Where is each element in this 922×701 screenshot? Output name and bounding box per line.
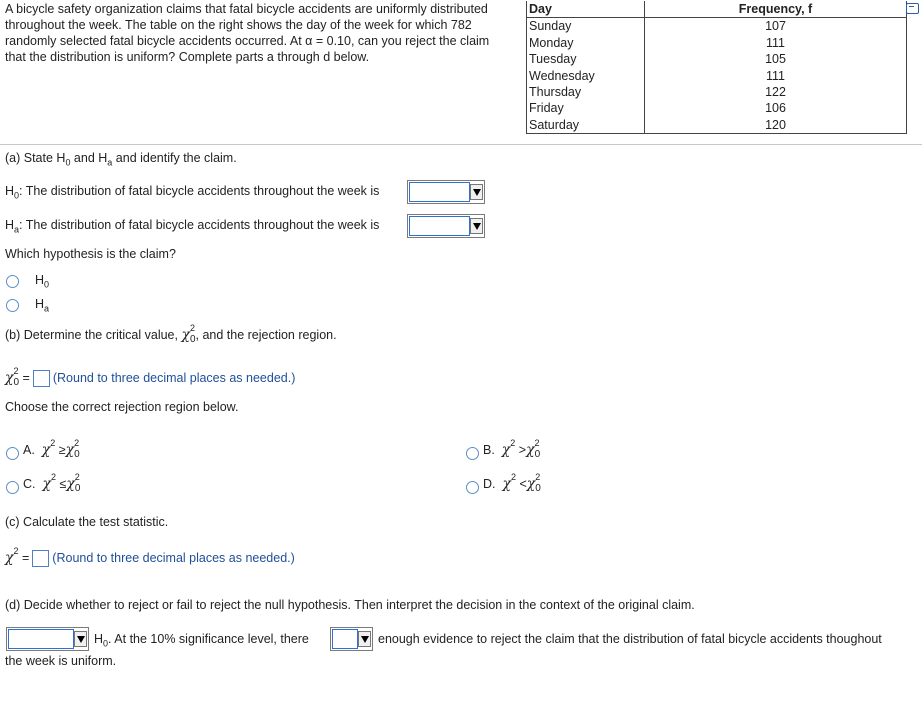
table-row: Saturday 120: [527, 117, 907, 134]
part-c-heading: (c) Calculate the test statistic.: [5, 515, 169, 529]
chevron-down-icon: [358, 631, 371, 647]
radio-option-c[interactable]: [6, 481, 19, 494]
interpretation-text: enough evidence to reject the claim that the distribution of fatal bicycle accidents thoughout: [378, 632, 882, 646]
radio-option-d[interactable]: [466, 481, 479, 494]
chevron-down-icon: [470, 218, 483, 234]
h0-dropdown[interactable]: [407, 180, 485, 204]
evidence-dropdown[interactable]: [330, 627, 373, 651]
table-header-frequency: Frequency, f: [645, 1, 907, 18]
critical-value-input[interactable]: [33, 370, 50, 387]
option-b-label: B. $\chi^2 >\chi^2_0$: [483, 438, 541, 460]
table-row: Friday 106: [527, 100, 907, 116]
radio-ha[interactable]: [6, 299, 19, 312]
problem-statement: A bicycle safety organization claims that fatal bicycle accidents are uniformly distributed throughout the week. The table on the right shows the day of the week for which 782 randomly selected fatal bicycle accidents occurred. At α = 0.10, can you reject the claim that the distribution is uniform? Complete parts a through d below.: [5, 2, 490, 64]
table-row: Tuesday 105: [527, 51, 907, 67]
section-divider: [0, 144, 922, 145]
decision-text: $H_0$. At the 10% significance level, there: [94, 632, 309, 649]
table-row: Thursday 122: [527, 84, 907, 100]
radio-h0[interactable]: [6, 275, 19, 288]
part-b-heading: (b) Determine the critical value, $\chi^2_0$, and the rejection region.: [5, 323, 337, 345]
table-row: Wednesday 111: [527, 68, 907, 84]
table-row: Monday 111: [527, 35, 907, 51]
chevron-down-icon: [74, 631, 87, 647]
radio-ha-label: $H_a$: [35, 297, 50, 314]
h0-statement: $H_0$: The distribution of fatal bicycle accidents throughout the week is: [5, 184, 380, 201]
option-d-label: D. $\chi^2 <\chi^2_0$: [483, 472, 541, 494]
decision-dropdown[interactable]: [6, 627, 89, 651]
test-statistic-entry: $\chi^2$ = (Round to three decimal places as needed.): [5, 546, 295, 566]
radio-option-a[interactable]: [6, 447, 19, 460]
part-d-heading: (d) Decide whether to reject or fail to reject the null hypothesis. Then interpret the decision in the context of the original claim.: [5, 598, 695, 612]
interpretation-text-cont: the week is uniform.: [5, 654, 117, 668]
table-header-day: Day: [527, 1, 645, 18]
radio-option-b[interactable]: [466, 447, 479, 460]
radio-h0-label: $H_0$: [35, 273, 50, 290]
ha-statement: $H_a$: The distribution of fatal bicycle accidents throughout the week is: [5, 218, 380, 235]
table-row: Sunday 107: [527, 18, 907, 35]
claim-question: Which hypothesis is the claim?: [5, 247, 176, 261]
ha-dropdown[interactable]: [407, 214, 485, 238]
option-c-label: C. $\chi^2 \le\chi^2_0$: [23, 472, 81, 494]
critical-value-entry: $\chi^2_0$ = (Round to three decimal places as needed.): [5, 366, 296, 388]
popout-icon[interactable]: [906, 3, 919, 14]
rejection-region-prompt: Choose the correct rejection region below.: [5, 400, 239, 414]
part-a-heading: (a) State $H_0$ and $H_a$ and identify the claim.: [5, 151, 237, 168]
option-a-label: A. $\chi^2 \ge\chi^2_0$: [23, 438, 80, 460]
test-statistic-input[interactable]: [32, 550, 49, 567]
frequency-table: [526, 1, 907, 134]
chevron-down-icon: [470, 184, 483, 200]
